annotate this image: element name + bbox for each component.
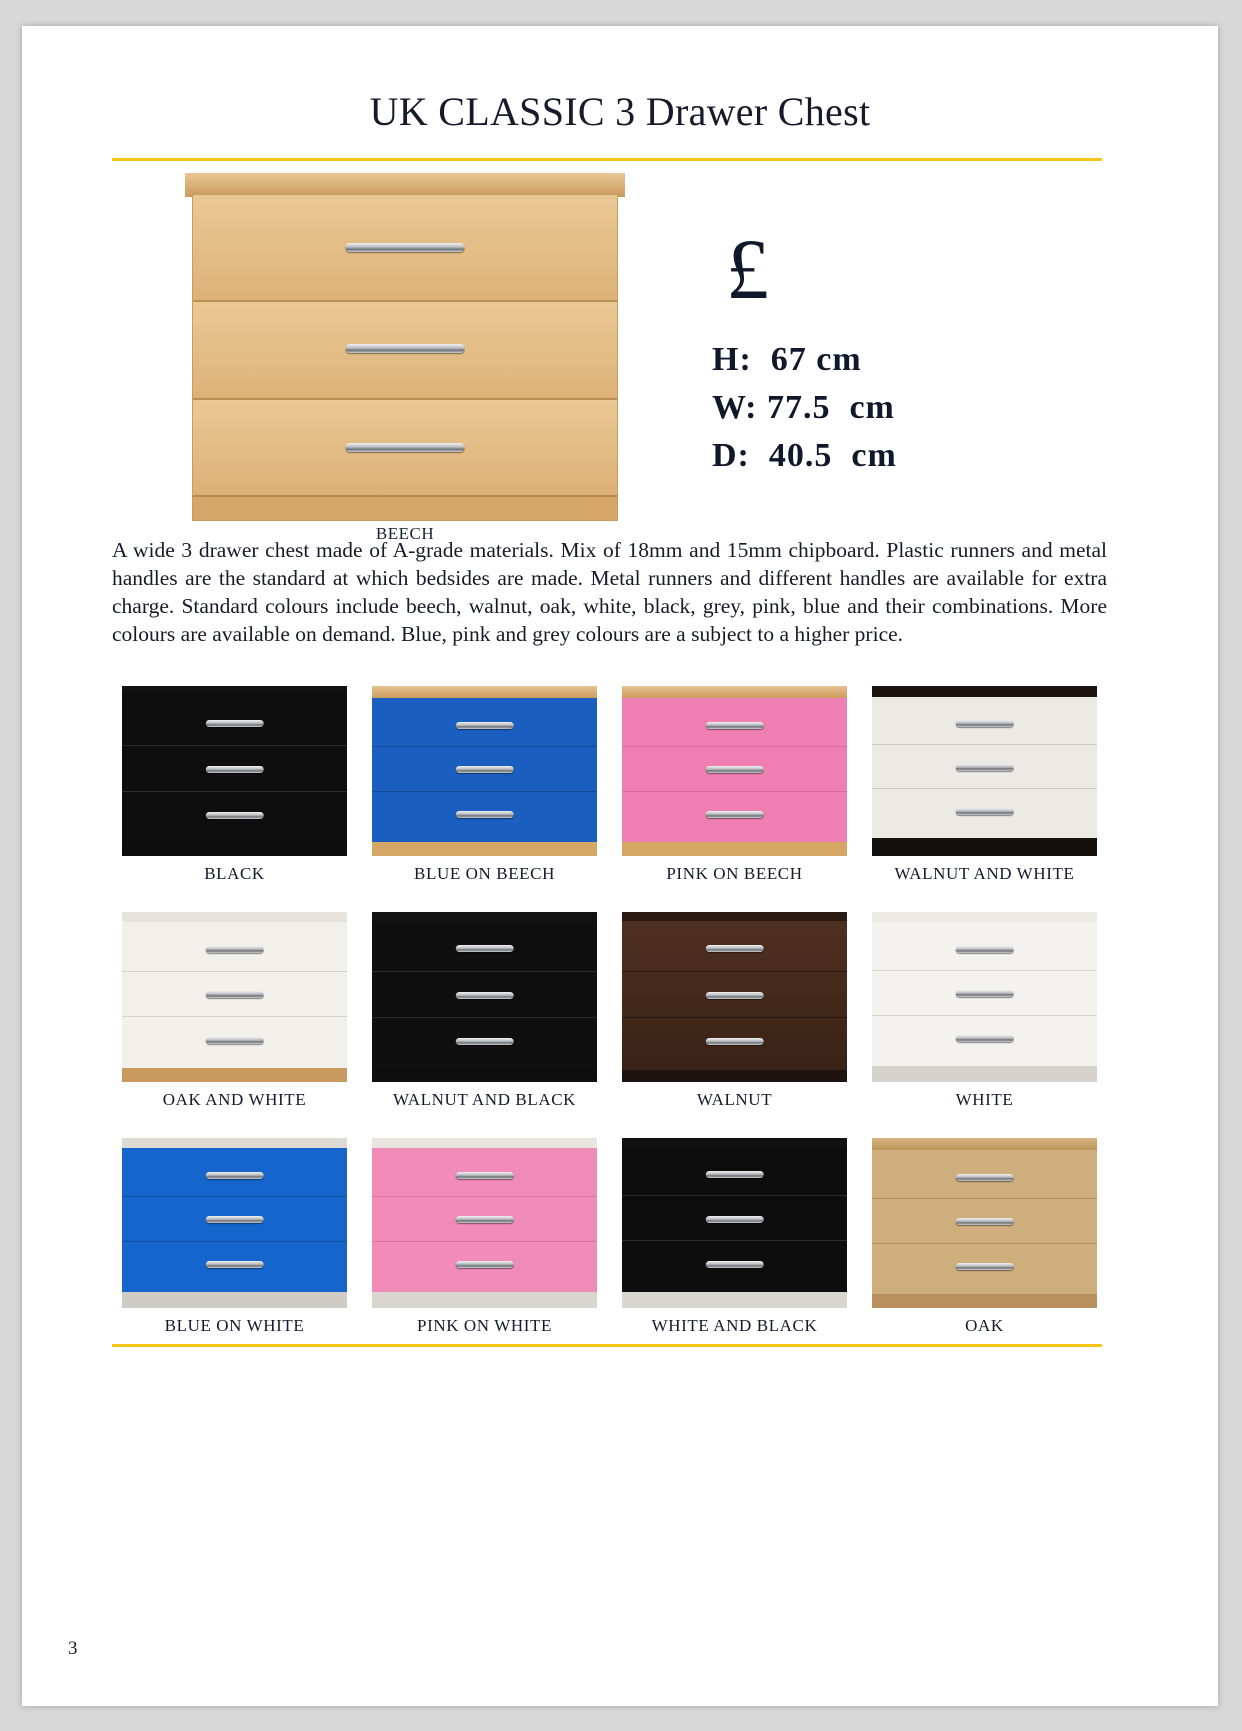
product-description: A wide 3 drawer chest made of A-grade materials. Mix of 18mm and 15mm chipboard. Plastic runners and metal handles are the standard at which bedsides are made. Metal runners and different handles are available for extra charge. Standard colours include beech, walnut, oak, white, black, grey, pink, blue and their combinations. More colours are available on demand. Blue, pink and grey colours are a subject to a higher price. — [112, 538, 1107, 646]
variant-image — [372, 1138, 597, 1308]
variant-image — [622, 686, 847, 856]
chest-plinth — [193, 495, 618, 520]
variant-cell-pink-on-beech — [622, 686, 847, 884]
variant-cell-oak-and-white — [122, 912, 347, 1110]
chest-drawer-2 — [193, 302, 618, 400]
variant-label: PINK ON WHITE — [417, 1316, 552, 1335]
catalog-page — [22, 26, 1218, 1706]
variant-label: WALNUT AND BLACK — [392, 1090, 577, 1109]
variant-cell-walnut-and-white — [872, 686, 1097, 884]
variant-image — [122, 1138, 347, 1308]
variant-label: BLUE ON BEECH — [414, 864, 555, 883]
dimension-width: W: 77.5 cm — [712, 389, 895, 426]
variant-image — [872, 686, 1097, 856]
variant-cell-walnut — [622, 912, 847, 1110]
page-title: UK CLASSIC 3 Drawer Chest — [369, 89, 871, 134]
chest-illustration — [185, 173, 625, 521]
dimensions-list — [712, 336, 1112, 480]
hero-caption: BEECH — [375, 524, 435, 543]
divider-bottom — [112, 1344, 1102, 1347]
variant-label: BLUE ON WHITE — [164, 1316, 305, 1335]
variant-row-1 — [122, 686, 1122, 884]
variant-image — [372, 686, 597, 856]
chest-drawer-1 — [193, 195, 618, 302]
variant-cell-walnut-and-black — [372, 912, 597, 1110]
variant-image — [622, 1138, 847, 1308]
price-currency-symbol: £ — [726, 221, 769, 317]
dimension-height: H: 67 cm — [712, 341, 862, 378]
page-number: 3 — [68, 1638, 78, 1659]
variant-image — [372, 912, 597, 1082]
variant-cell-oak — [872, 1138, 1097, 1336]
variant-label: PINK ON BEECH — [666, 864, 803, 883]
variant-cell-white-and-black — [622, 1138, 847, 1336]
variant-image — [122, 912, 347, 1082]
price-and-dimensions — [712, 221, 1112, 480]
drawer-handle-icon — [346, 243, 465, 252]
variant-cell-blue-on-beech — [372, 686, 597, 884]
variant-row-2 — [122, 912, 1122, 1110]
variant-cell-pink-on-white — [372, 1138, 597, 1336]
variant-label: WALNUT AND WHITE — [894, 864, 1075, 883]
variant-image — [872, 912, 1097, 1082]
divider-top — [112, 158, 1102, 161]
colour-variant-grid — [122, 686, 1122, 1364]
drawer-handle-icon — [346, 344, 465, 353]
variant-cell-white — [872, 912, 1097, 1110]
variant-label: OAK — [965, 1316, 1004, 1335]
variant-image — [122, 686, 347, 856]
variant-cell-blue-on-white — [122, 1138, 347, 1336]
dimension-depth: D: 40.5 cm — [712, 437, 897, 474]
variant-cell-black — [122, 686, 347, 884]
variant-label: WALNUT — [696, 1090, 773, 1109]
variant-image — [872, 1138, 1097, 1308]
variant-image — [622, 912, 847, 1082]
variant-label: OAK AND WHITE — [162, 1090, 307, 1109]
variant-row-3 — [122, 1138, 1122, 1336]
variant-label: BLACK — [204, 864, 265, 883]
variant-label: WHITE — [955, 1090, 1014, 1109]
chest-drawer-3 — [193, 400, 618, 498]
chest-body — [192, 194, 619, 521]
variant-label: WHITE AND BLACK — [651, 1316, 818, 1335]
hero-product-image — [185, 173, 625, 521]
drawer-handle-icon — [346, 443, 465, 452]
